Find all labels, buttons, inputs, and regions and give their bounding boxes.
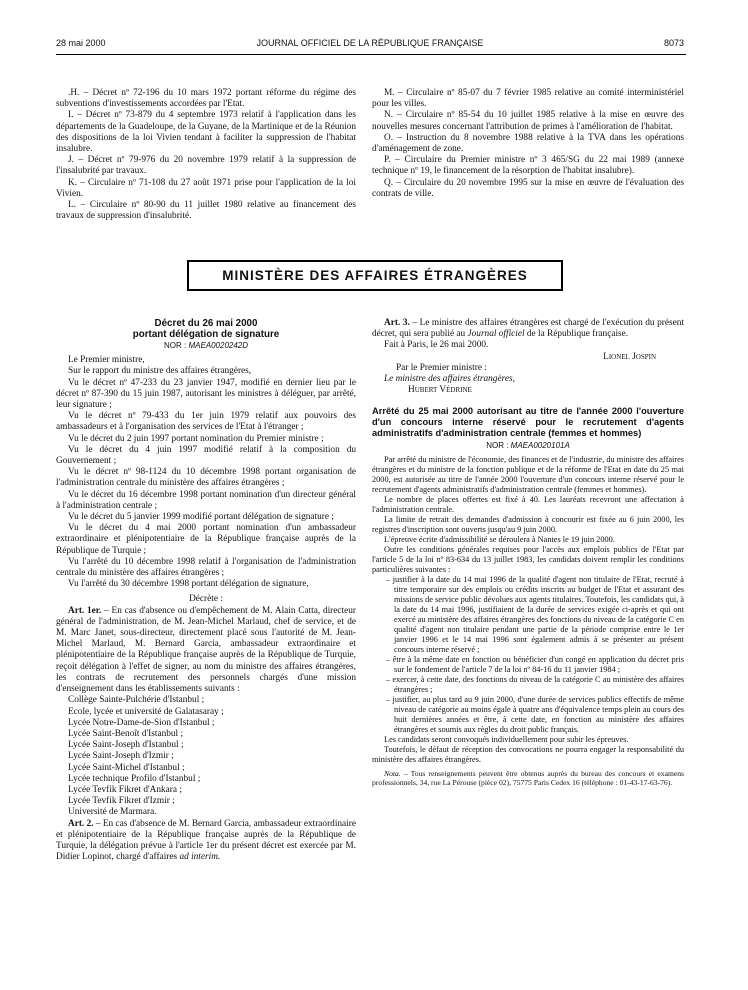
list-item: I. – Décret nº 73-879 du 4 septembre 1973 relatif à l'application dans les départements de la Guadeloupe, de la Guyane, de la Martinique et de la Réunion des dispositions de la loi Vivien tendant à faciliter la suppression de l'habitat insalubre. — [56, 110, 356, 155]
article-3-italic: Journal officiel — [467, 329, 525, 340]
arrete-paragraph: La limite de retrait des demandes d'admission à concourir est fixée au 6 juin 2000, les registres d'inscription sont ouverts jusqu'au 9 juin 2000. — [372, 515, 684, 535]
list-item: O. – Instruction du 8 novembre 1988 relative à la TVA dans les opérations d'aménagement de zone. — [372, 132, 684, 155]
condition-item: – justifier à la date du 14 mai 1996 de la qualité d'agent non titulaire de l'Etat, recruté à titre temporaire sur des emplois ou crédits inscrits au budget de l'Etat et assurant des missions de service public dévolues aux agents titulaires. Toutefois, les candidats qui, à la date du 14 mai 1996, justifiaient de la durée de services exigée ci-après et qui ont exercé au ministère des affaires étrangères des fonctions du niveau de la catégorie C en qualité d'agent non titulaire pendant une partie de la période comprise entre le 1er janvier 1996 et le 14 mai 1996 sont également admis à se présenter au présent concours interne réservé ; — [386, 575, 684, 655]
school-item: Lycée Notre-Dame-de-Sion d'Istanbul ; — [68, 717, 215, 728]
school-item: Lycée Tevfik Fikret d'Ankara ; — [68, 784, 182, 795]
school-item: Collège Sainte-Pulchérie d'Istanbul ; — [68, 695, 205, 706]
school-item: Lycée Tevfik Fikret d'Izmir ; — [68, 796, 175, 807]
arrete-paragraph: L'épreuve écrite d'admissibilité se déroulera à Nantes le 19 juin 2000. — [384, 535, 615, 545]
nor-code: MAEA0020101A — [510, 441, 570, 451]
visa-item: Vu le décret nº 98-1124 du 10 décembre 1998 portant organisation de l'administration centrale du ministère des affaires étrangères ; — [56, 467, 356, 489]
page-header — [56, 38, 684, 52]
school-item: Université de Marmara. — [68, 807, 157, 818]
list-item: J. – Décret nº 79-976 du 20 novembre 1979 relatif à la suppression de l'insalubrité par travaux. — [56, 155, 356, 177]
nor-label: NOR : — [486, 441, 509, 451]
visa-item: Vu le décret du 4 mai 2000 portant nomination d'un ambassadeur extraordinaire et plénipotentiaire de la République française auprès de la République de Turquie ; — [56, 523, 356, 556]
visa-item: Vu le décret du 16 décembre 1998 portant nomination d'un directeur général à l'administration centrale ; — [56, 489, 356, 511]
done-at: Fait à Paris, le 26 mai 2000. — [384, 340, 489, 351]
arrete-nor — [372, 440, 684, 451]
page-number: 8073 — [663, 38, 684, 48]
visa-item: Vu le décret du 2 juin 1997 portant nomination du Premier ministre ; — [68, 433, 324, 444]
minister-title: Le ministre des affaires étrangères, — [384, 374, 515, 385]
article-3-label: Art. 3. — [384, 318, 410, 328]
note-label: Nota. — [384, 769, 401, 779]
visa-item: Vu le décret nº 79-433 du 1er juin 1979 relatif aux pouvoirs des ambassadeurs et à l'organisation des services de l'Etat à l'étranger ; — [56, 411, 356, 433]
article-3-text: – Le ministre des affaires étrangères est chargé de l'exécution du présent décret, qui sera publié au — [372, 318, 684, 340]
by-pm: Par le Premier ministre : — [396, 362, 487, 373]
list-item: L. – Circulaire nº 80-90 du 11 juillet 1980 relative au financement des travaux de suppression d'insalubrité. — [56, 200, 356, 222]
article-2-italic: ad interim. — [179, 852, 221, 863]
arrete-paragraph: Par arrêté du ministre de l'économie, des finances et de l'industrie, du ministre des affaires étrangères et du ministre de la fonction publique et de la réforme de l'Etat en date du 25 mai 2000, est autorisée au titre de l'année 2000 l'ouverture d'un concours interne réservé pour le recrutement d'agents administratifs d'administration centrale (femmes et hommes). — [372, 455, 684, 495]
arrete-paragraph: Le nombre de places offertes est fixé à 40. Les lauréats recevront une affectation à l'administration centrale. — [372, 495, 684, 515]
condition-item: – exercer, à cette date, des fonctions du niveau de la catégorie C au ministère des affaires étrangères ; — [386, 675, 684, 695]
article-2-label: Art. 2. — [68, 818, 94, 829]
list-item: P. – Circulaire du Premier ministre nº 3 465/SG du 22 mai 1989 (annexe technique nº 19, le financement de la résorption de l'habitat insalubre). — [372, 155, 684, 177]
list-item: K. – Circulaire nº 71-108 du 27 août 1971 prise pour l'application de la loi Vivien. — [56, 177, 356, 199]
condition-item: – être à la même date en fonction ou bénéficier d'un congé en application du décret pris sur le fondement de l'article 7 de la loi nº 84-16 du 11 janvier 1984 ; — [386, 655, 684, 675]
arrete-title: Arrêté du 25 mai 2000 autorisant au titre de l'année 2000 l'ouverture d'un concours interne réservé pour le recrutement d'agents administratifs d'administration centrale (femmes et hommes) — [372, 406, 684, 438]
visa-item: Vu le décret nº 47-233 du 23 janvier 1947, modifié en dernier lieu par le décret nº 87-390 du 15 juin 1987, autorisant les ministres à déléguer, par arrêté, leur signature ; — [56, 377, 356, 411]
minister-name: Hubert Védrine — [408, 385, 472, 396]
decree-nor — [56, 340, 356, 351]
arrete-note — [372, 769, 684, 787]
arrete-paragraph: Outre les conditions générales requises pour l'accès aux emplois publics de l'Etat par l'article 5 de la loi nº 83-634 du 13 juillet 1983, les candidats doivent remplir les conditions particulières suivantes : — [372, 545, 684, 575]
list-item: Q. – Circulaire du 20 novembre 1995 sur la mise en œuvre de l'évaluation des contrats de ville. — [372, 177, 684, 199]
school-item: Ecole, lycée et université de Galatasaray ; — [68, 706, 224, 717]
decrete-label: Décrète : — [189, 594, 223, 605]
article-2 — [56, 819, 356, 864]
condition-item: – justifier, au plus tard au 9 juin 2000, d'une durée de services publics effectifs de même niveau de catégorie au moins égale à quatre ans d'équivalence temps plein au cours des huit dernières années et être, à cette date, en fonction au ministère des affaires étrangères et soumis aux règles du droit public français. — [386, 695, 684, 735]
top-left-column — [56, 88, 356, 222]
nor-code: MAEA0020242D — [188, 341, 249, 350]
article-1-label: Art. 1er. — [68, 605, 102, 616]
note-text: – Tous renseignements peuvent être obtenus auprès du bureau des concours et examens professionnels, 34, rue La Pérouse (pièce 02), 75775 Paris Cedex 16 (téléphone : 01-43-17-63-76). — [372, 769, 684, 788]
top-right-column — [372, 88, 684, 200]
signatory: Lionel Jospin — [603, 351, 656, 362]
header-rule — [56, 54, 686, 55]
issue-date: 28 mai 2000 — [56, 38, 106, 48]
article-3 — [372, 318, 684, 340]
decree-title-line1: Décret du 26 mai 2000 — [154, 318, 258, 329]
article-2-text: – En cas d'absence de M. Bernard Garcia, ambassadeur extraordinaire et plénipotentiaire de la République française auprès de la République de Turquie, la délégation prévue à l'article 1er du présent décret est exercée par M. Didier Lopinot, chargé d'affaires — [56, 818, 356, 863]
list-item: M. – Circulaire nº 85-07 du 7 février 1985 relative au comité interministériel pour les villes. — [372, 88, 684, 110]
school-item: Lycée Saint-Joseph d'Izmir ; — [68, 751, 174, 762]
article-3-end: de la République française. — [524, 329, 629, 340]
school-item: Lycée Saint-Joseph d'Istanbul ; — [68, 740, 184, 751]
article-1-text: – En cas d'absence ou d'empêchement de M. Alain Catta, directeur général de l'administration, de M. Jean-Michel Marlaud, chef de service, et de M. Marc Janet, sous-directeur, directement placé sous l'autorité de M. Jean-Michel Marlaud, M. Bernard Garcia, ambassadeur extraordinaire et plénipotentiaire de la République française auprès de la République de Turquie, reçoit délégation à l'effet de signer, au nom du ministre des affaires étrangères, les contrats de recrutement des personnels chargés d'une mission d'enseignement dans les établissements suivants : — [56, 605, 356, 695]
journal-title: JOURNAL OFFICIEL DE LA RÉPUBLIQUE FRANÇAISE — [256, 38, 484, 48]
visa-item: Vu le décret du 4 juin 1997 modifié relatif à la composition du Gouvernement ; — [56, 444, 356, 467]
list-item: .H. – Décret nº 72-196 du 10 mars 1972 portant réforme du régime des subventions d'investissements accordées par l'Etat. — [56, 88, 356, 110]
visa-item: Vu le décret du 5 janvier 1999 modifié portant délégation de signature ; — [68, 512, 334, 523]
school-item: Lycée Saint-Michel d'Istanbul ; — [68, 762, 185, 773]
visa-item: Sur le rapport du ministre des affaires étrangères, — [68, 366, 252, 377]
arrete-column — [372, 318, 684, 787]
ministry-heading: MINISTÈRE DES AFFAIRES ÉTRANGÈRES — [187, 260, 563, 291]
article-1 — [56, 606, 356, 696]
closing-paragraph: Toutefois, le défaut de réception des convocations ne pourra engager la responsabilité du ministère des affaires étrangères. — [372, 745, 684, 765]
decree-title-line2: portant délégation de signature — [132, 329, 280, 340]
nor-label: NOR : — [163, 341, 187, 350]
school-item: Lycée technique Profilo d'Istanbul ; — [68, 773, 201, 784]
decree-intro: Le Premier ministre, — [68, 355, 145, 366]
list-item: N. – Circulaire nº 85-54 du 10 juillet 1985 relative à la mise en œuvre des nouvelles mesures concernant l'attribution de primes à l'amélioration de l'habitat. — [372, 110, 684, 132]
closing-paragraph: Les candidats seront convoqués individuellement pour subir les épreuves. — [384, 735, 629, 745]
visa-item: Vu l'arrêté du 30 décembre 1998 portant délégation de signature, — [68, 579, 309, 590]
decree-column — [56, 318, 356, 863]
visa-item: Vu l'arrêté du 10 décembre 1998 relatif à l'organisation de l'administration centrale du ministère des affaires étrangères ; — [56, 556, 356, 579]
school-item: Lycée Saint-Benoît d'Istanbul ; — [68, 728, 184, 739]
